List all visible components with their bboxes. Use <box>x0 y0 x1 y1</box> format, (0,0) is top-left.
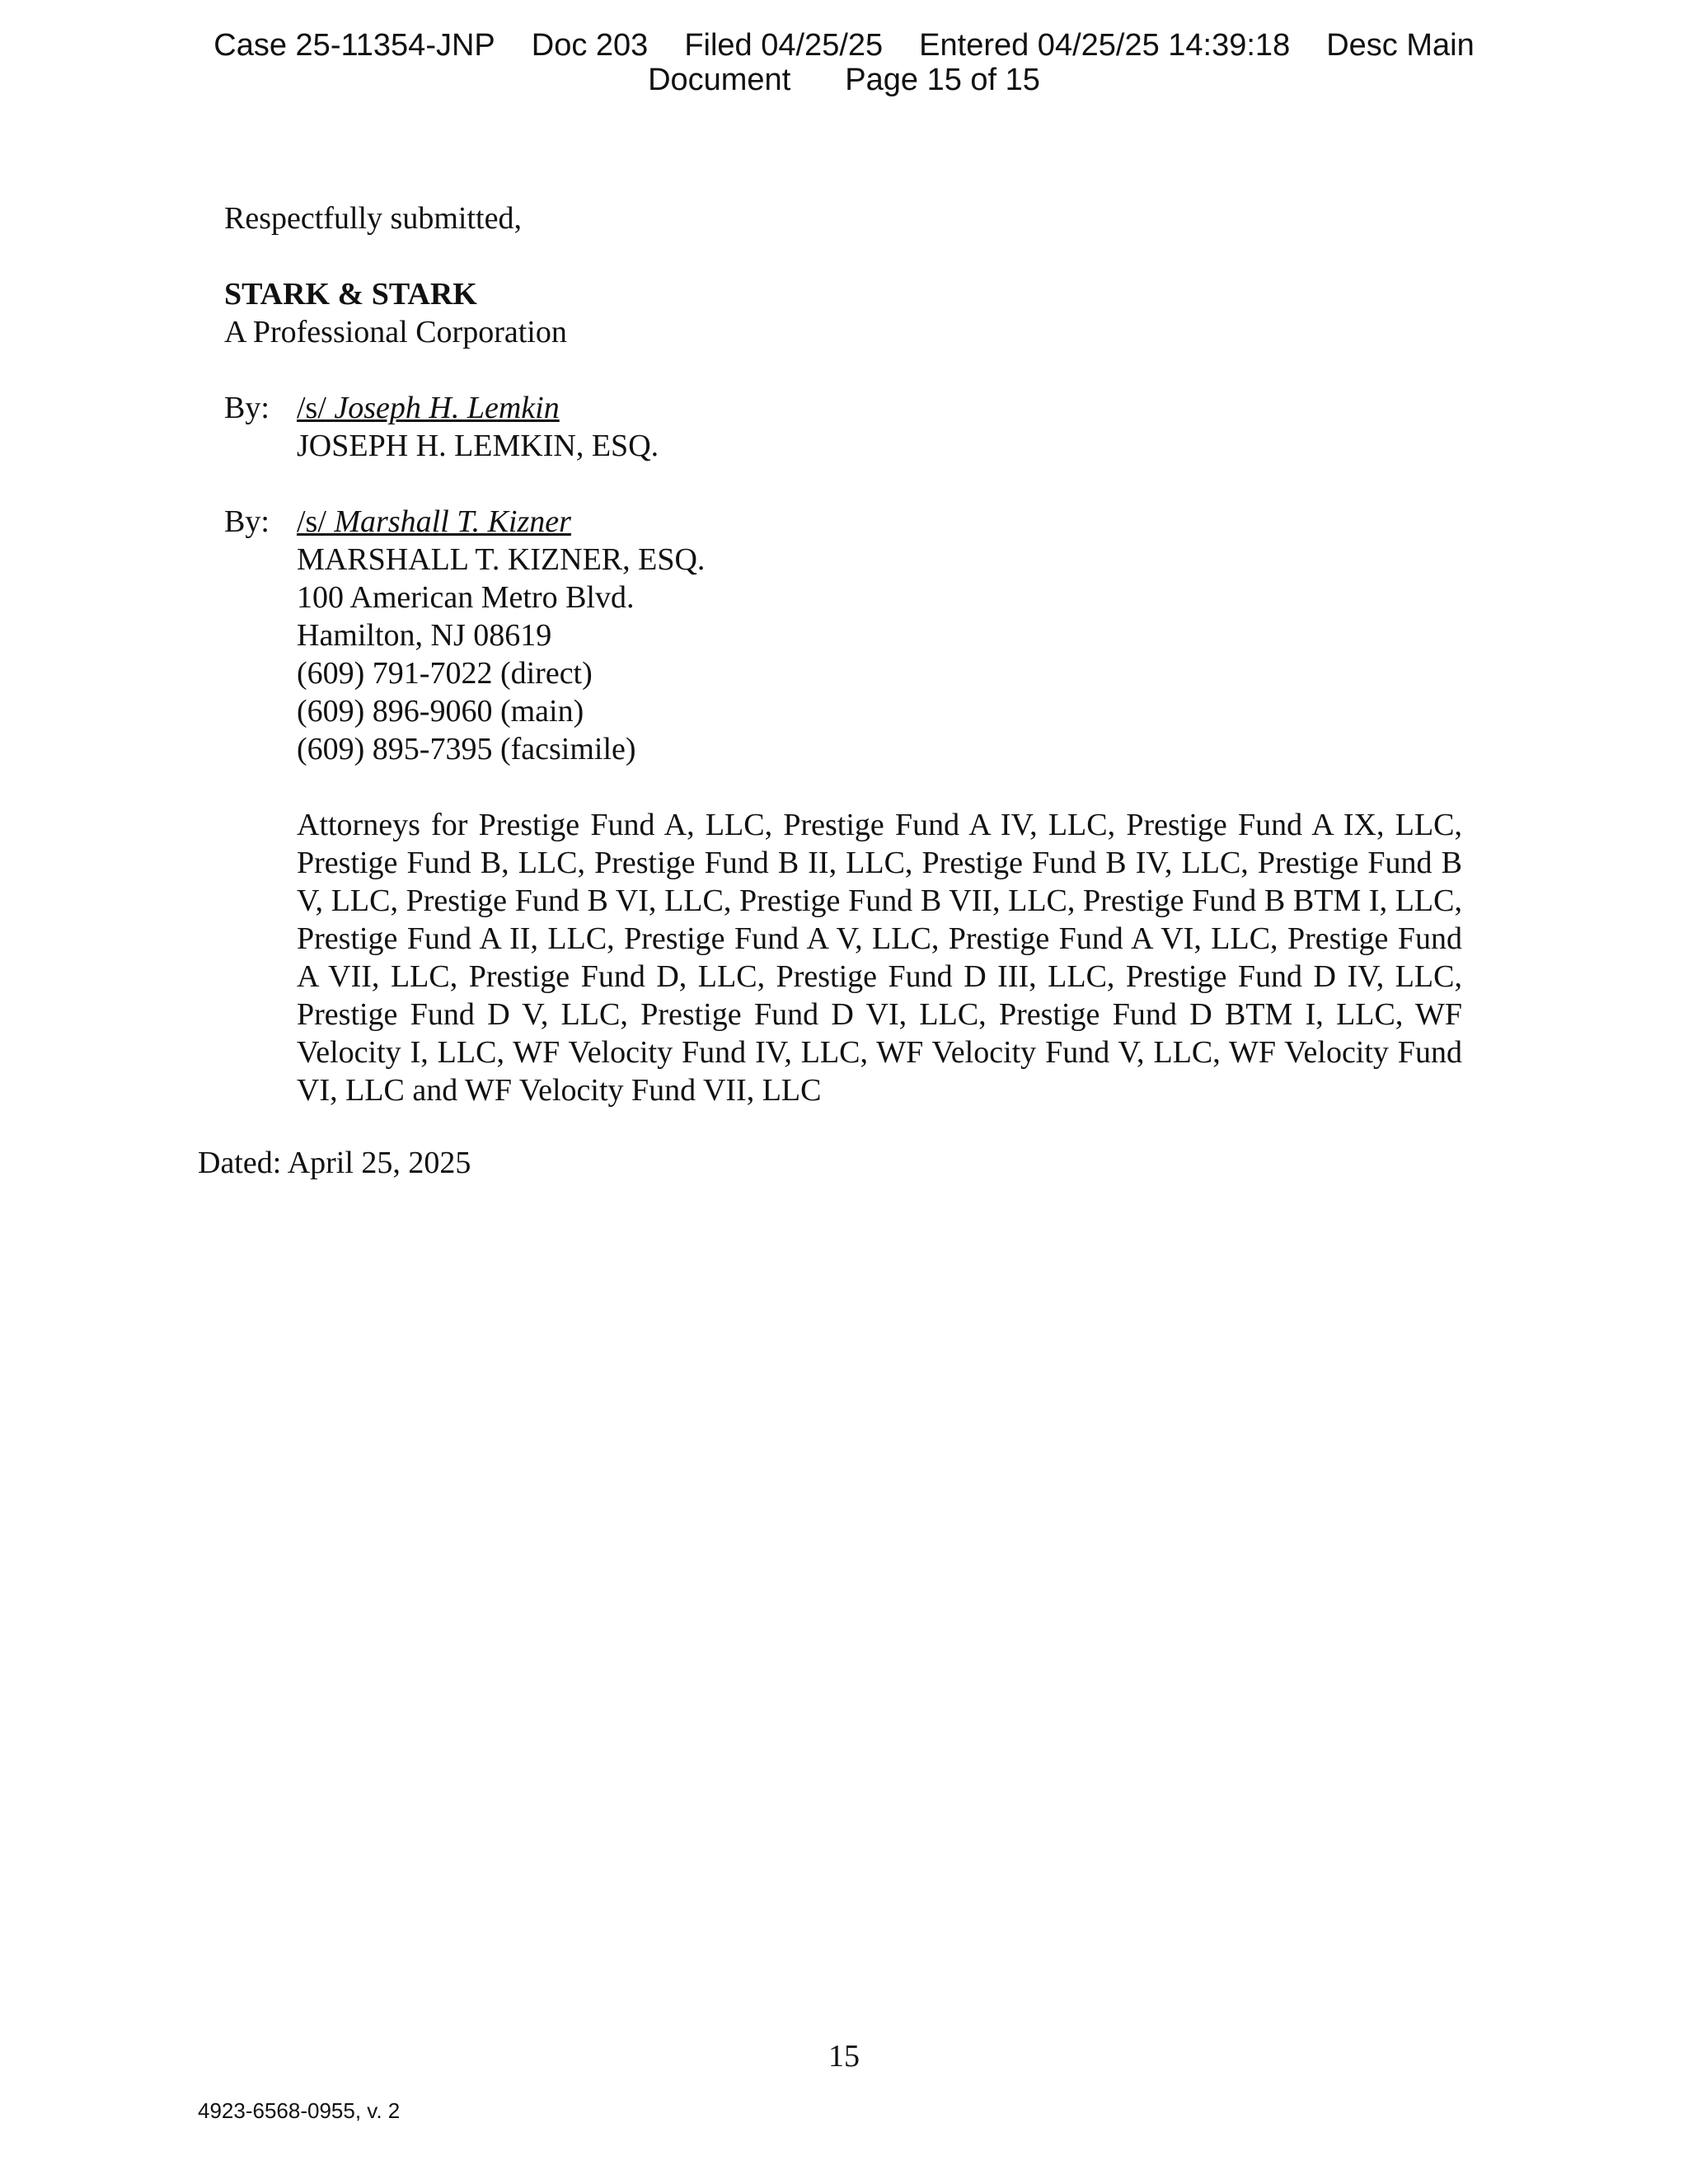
description: Desc Main <box>1326 28 1475 63</box>
signature-prefix: /s/ <box>297 504 326 539</box>
case-number: Case 25-11354-JNP <box>213 28 495 63</box>
document-label: Document <box>648 63 791 97</box>
page-indicator: Page 15 of 15 <box>845 63 1040 97</box>
address-line-2: Hamilton, NJ 08619 <box>297 618 552 653</box>
by-label: By: <box>224 504 270 539</box>
filing-header <box>0 28 1688 97</box>
doc-number: Doc 203 <box>531 28 649 63</box>
phone-direct: (609) 791-7022 (direct) <box>297 656 593 691</box>
closing-line: Respectfully submitted, <box>224 201 522 236</box>
filed-date: Filed 04/25/25 <box>684 28 884 63</box>
page-number: 15 <box>828 2039 860 2074</box>
filing-header-line-2 <box>0 63 1688 97</box>
firm-type: A Professional Corporation <box>224 315 567 349</box>
printed-name: MARSHALL T. KIZNER, ESQ. <box>297 542 706 577</box>
attorneys-for-paragraph: Attorneys for Prestige Fund A, LLC, Prestige Fund A IV, LLC, Prestige Fund A IX, LLC, Prestige Fund B, LLC, Prestige Fund B II, LLC, Prestige Fund B IV, LLC, Prestige Fund B V, LLC, Prestige Fund B VI, LLC, Prestige Fund B VII, LLC, Prestige Fund B BTM I, LLC, Prestige Fund A II, LLC, Prestige Fund A V, LLC, Prestige Fund A VI, LLC, Prestige Fund A VII, LLC, Prestige Fund D, LLC, Prestige Fund D III, LLC, Prestige Fund D IV, LLC, Prestige Fund D V, LLC, Prestige Fund D VI, LLC, Prestige Fund D BTM I, LLC, WF Velocity I, LLC, WF Velocity Fund IV, LLC, WF Velocity Fund V, LLC, WF Velocity Fund VI, LLC and WF Velocity Fund VII, LLC <box>297 808 1462 1108</box>
electronic-signature <box>297 503 705 541</box>
phone-main: (609) 896-9060 (main) <box>297 694 584 729</box>
firm-name: STARK & STARK <box>224 277 477 312</box>
dated-line: Dated: April 25, 2025 <box>198 1146 471 1180</box>
entered-date: Entered 04/25/25 14:39:18 <box>919 28 1291 63</box>
signature-prefix: /s/ <box>297 391 326 425</box>
document-id: 4923-6568-0955, v. 2 <box>198 2098 401 2123</box>
address-line-1: 100 American Metro Blvd. <box>297 580 635 615</box>
by-label: By: <box>224 391 270 425</box>
signature-name: Marshall T. Kizner <box>334 504 571 539</box>
printed-name: JOSEPH H. LEMKIN, ESQ. <box>297 429 659 463</box>
electronic-signature <box>297 389 659 427</box>
signature-name: Joseph H. Lemkin <box>334 391 560 425</box>
firm-block <box>224 275 567 351</box>
fax-number: (609) 895-7395 (facsimile) <box>297 732 636 766</box>
filing-header-line-1 <box>0 28 1688 63</box>
